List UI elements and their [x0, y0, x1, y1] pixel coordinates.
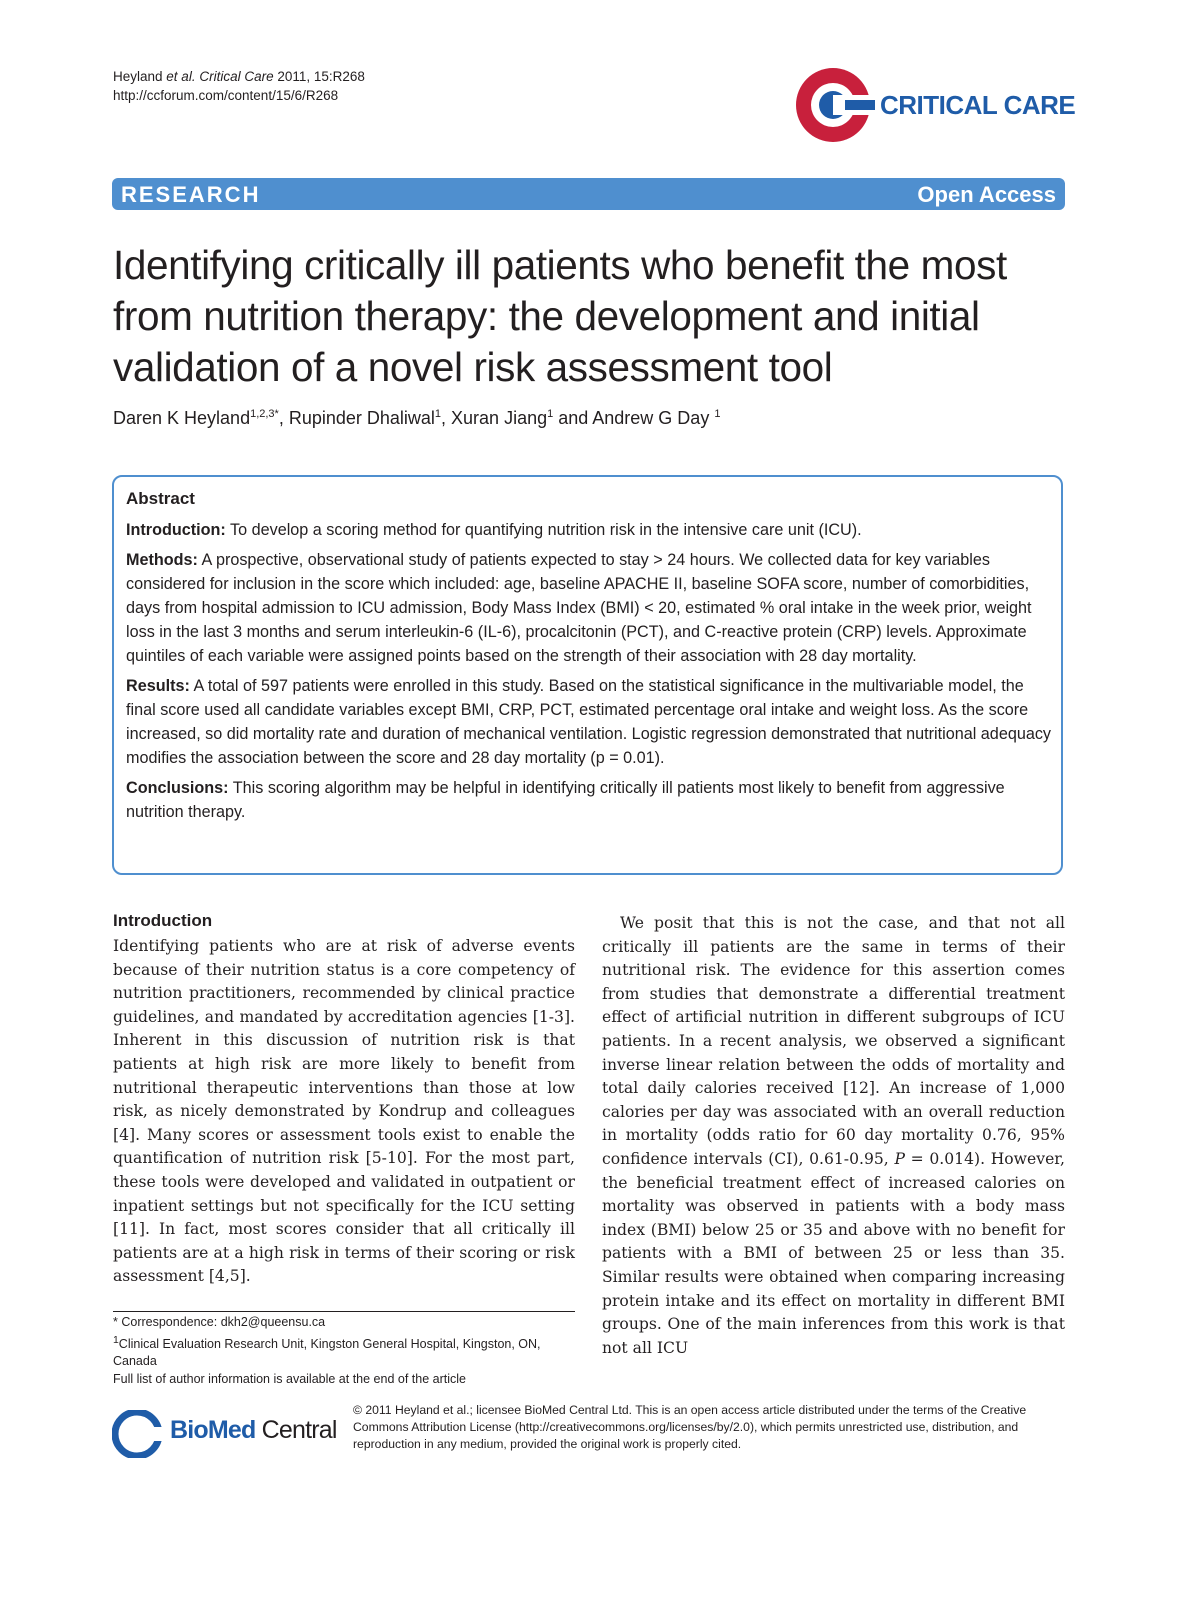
- abstract-heading: Abstract: [126, 489, 195, 508]
- critical-care-logo-icon: [792, 64, 878, 146]
- body-text: We posit that this is not the case, and that not all critically ill patients are the same in terms of their nutritional risk. The evidence for this assertion comes from studies that demonstrate a differential treatment effect of artificial nutrition in different subgroups of ICU patients. In a recent analysis, we observed a significant inverse linear relation between the odds of mortality and total daily calories received [12]. An increase of 1,000 calories per day was associated with an overall reduction in mortality (odds ratio for 60 day mortality 0.76, 95% confidence intervals (CI), 0.61-0.95,: [602, 914, 1065, 1168]
- article-type-banner: [112, 178, 1065, 210]
- affiliation-mark: 1: [113, 1334, 119, 1346]
- abstract-section-label: Conclusions:: [126, 779, 229, 797]
- author-affiliation-mark: 1: [714, 408, 721, 420]
- journal-name: CRITICAL CARE: [880, 90, 1076, 120]
- abstract-section-label: Introduction:: [126, 521, 226, 539]
- author-name: Daren K Heyland: [113, 408, 251, 428]
- author-affiliation-mark: 1: [547, 408, 554, 420]
- author-name: and Andrew G Day: [553, 408, 715, 428]
- publisher-name-bold: BioMed: [170, 1416, 256, 1444]
- abstract-content: [126, 487, 1051, 830]
- abstract-section-label: Methods:: [126, 551, 198, 569]
- abstract-conclusions: [126, 776, 1051, 824]
- abstract-section-text: A prospective, observational study of patients expected to stay > 24 hours. We collected data for key variables considered for inclusion in the score which included: age, baseline APACHE II, baseline SOFA score, number of comorbidities, days from hospital admission to ICU admission, Body Mass Index (BMI) < 20, estimated % oral intake in the week prior, weight loss in the last 3 months and serum interleukin-6 (IL-6), procalcitonin (PCT), and C-reactive protein (CRP) levels. Approximate quintiles of each variable were assigned points based on the strength of their association with 28 day mortality.: [126, 551, 1032, 665]
- p-value-symbol: P: [894, 1149, 905, 1168]
- footnotes: [113, 1314, 575, 1388]
- citation-year: 2011, 15:R268: [273, 69, 365, 84]
- body-column-left: [113, 935, 575, 1289]
- biomed-central-logo: [112, 1410, 342, 1458]
- body-paragraph: [602, 912, 1065, 1360]
- abstract-introduction: [126, 518, 1051, 542]
- publisher-name-rest: Central: [255, 1416, 337, 1444]
- abstract-section-text: To develop a scoring method for quantifying nutrition risk in the intensive care unit (ICU).: [225, 521, 862, 539]
- author-list: [113, 408, 720, 429]
- article-citation: [113, 67, 365, 105]
- critical-care-logo: [792, 64, 1082, 146]
- author-name: , Rupinder Dhaliwal: [278, 408, 435, 428]
- author-affiliation-mark: 1: [434, 408, 442, 420]
- abstract-box: [112, 475, 1063, 875]
- citation-authors: Heyland: [113, 69, 167, 84]
- author-info-note: Full list of author information is available at the end of the article: [113, 1371, 466, 1386]
- article-type-label: RESEARCH: [121, 182, 261, 207]
- publisher-name: [170, 1416, 337, 1445]
- abstract-methods: [126, 548, 1051, 668]
- correspondence-note: * Correspondence: dkh2@queensu.ca: [113, 1315, 326, 1329]
- citation-url[interactable]: http://ccforum.com/content/15/6/R268: [113, 88, 339, 103]
- body-paragraph: Identifying patients who are at risk of adverse events because of their nutrition status is a core competency of nutrition practitioners, recommended by clinical practice guidelines, and mandated by accreditation agencies [1-3]. Inherent in this discussion of nutrition risk is that patients at high risk are more likely to benefit from nutritional therapeutic interventions than those at low risk, as nicely demonstrated by Kondrup and colleagues [4]. Many scores or assessment tools exist to enable the quantification of nutrition risk [5-10]. For the most part, these tools were developed and validated in outpatient or inpatient settings but not specifically for the ICU setting [11]. In fact, most scores consider that all critically ill patients are at a high risk in terms of their scoring or risk assessment [4,5].: [113, 937, 575, 1286]
- body-text: = 0.014). However, the beneficial treatment effect of increased calories on mortality was observed in patients with a body mass index (BMI) below 25 or 35 and above with no benefit for patients with a BMI of between 25 or less than 35. Similar results were obtained when comparing increasing protein intake and its effect on mortality in different BMI groups. One of the main inferences from this work is that not all ICU: [602, 1149, 1065, 1357]
- footnote-divider: [113, 1311, 575, 1312]
- citation-etal: et al.: [166, 69, 196, 84]
- body-column-right: [602, 912, 1065, 1360]
- citation-journal: Critical Care: [199, 69, 274, 84]
- citation-line: [113, 67, 365, 86]
- abstract-section-label: Results:: [126, 677, 190, 695]
- abstract-section-text: A total of 597 patients were enrolled in this study. Based on the statistical significance in the multivariable model, the final score used all candidate variables except BMI, CRP, PCT, estimated percentage oral intake and weight loss. As the score increased, so did mortality rate and duration of mechanical ventilation. Logistic regression demonstrated that nutritional adequacy modifies the association between the score and 28 day mortality (p = 0.01).: [126, 677, 1052, 767]
- author-affiliation-mark: 1,2,3*: [250, 408, 279, 420]
- article-title: Identifying critically ill patients who benefit the most from nutrition therapy: the development and initial validation of a novel risk assessment tool: [113, 242, 1007, 390]
- abstract-section-text: This scoring algorithm may be helpful in identifying critically ill patients most likely to benefit from aggressive nutrition therapy.: [126, 779, 1005, 821]
- affiliation-note: [113, 1332, 575, 1371]
- introduction-heading: Introduction: [113, 911, 213, 930]
- affiliation-text: Clinical Evaluation Research Unit, Kingston General Hospital, Kingston, ON, Canada: [113, 1336, 541, 1369]
- abstract-results: [126, 674, 1051, 770]
- biomed-central-logo-icon: [112, 1410, 166, 1458]
- license-text: © 2011 Heyland et al.; licensee BioMed Central Ltd. This is an open access article distributed under the terms of the Creative Commons Attribution License (http://creativecommons.org/licenses/by/2.0), which permits unrestricted use, distribution, and reproduction in any medium, provided the original work is properly cited.: [353, 1403, 1027, 1451]
- open-access-label: Open Access: [917, 182, 1056, 207]
- author-name: , Xuran Jiang: [441, 408, 548, 428]
